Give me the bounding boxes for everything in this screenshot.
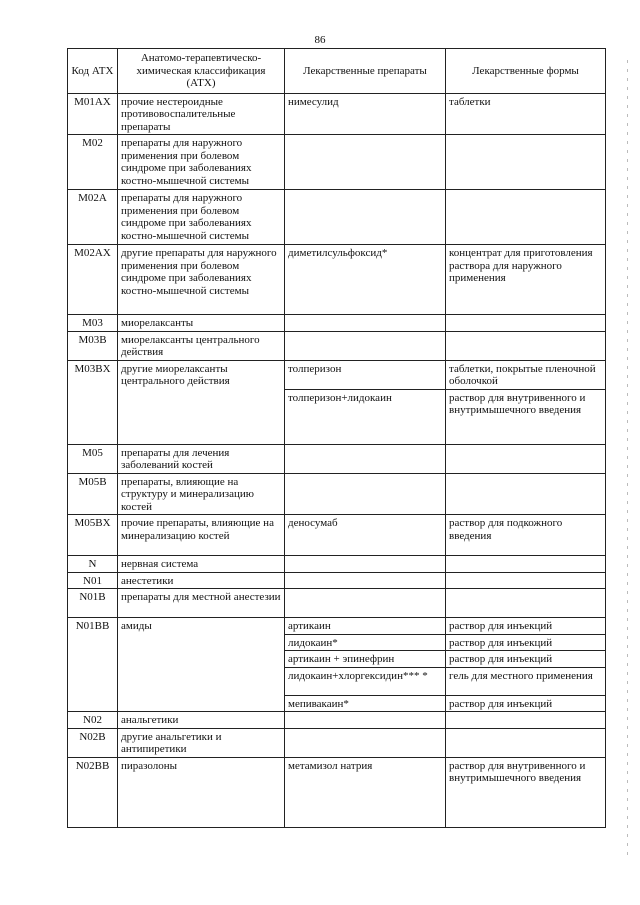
- table-row: [68, 757, 606, 827]
- atx-code-cell: N01BB: [68, 618, 118, 712]
- atx-classification-cell: другие препараты для наружного применения при болевом синдроме при заболеваниях костно-мышечной системы: [118, 245, 285, 315]
- dosage-form-cell: раствор для подкожного введения: [446, 515, 606, 556]
- table-row: [68, 515, 606, 556]
- table-row: [68, 444, 606, 473]
- dosage-form-cell: гель для местного применения: [446, 667, 606, 695]
- table-row: [68, 135, 606, 190]
- atx-table: [67, 48, 606, 828]
- drug-cell: толперизон: [285, 360, 446, 389]
- dosage-form-cell: раствор для внутривенного и внутримышечного введения: [446, 389, 606, 444]
- atx-classification-cell: миорелаксанты центрального действия: [118, 331, 285, 360]
- drug-cell: [285, 728, 446, 757]
- atx-classification-cell: другие анальгетики и антипиретики: [118, 728, 285, 757]
- table-row: [68, 315, 606, 332]
- atx-classification-cell: препараты для лечения заболеваний костей: [118, 444, 285, 473]
- table-row: [68, 93, 606, 135]
- dosage-form-cell: таблетки, покрытые пленочной оболочкой: [446, 360, 606, 389]
- table-row: [68, 728, 606, 757]
- dosage-form-cell: раствор для внутривенного и внутримышечного введения: [446, 757, 606, 827]
- atx-code-cell: N02B: [68, 728, 118, 757]
- table-row: [68, 618, 606, 635]
- header-forms: Лекарственные формы: [446, 49, 606, 94]
- drug-cell: [285, 473, 446, 515]
- atx-code-cell: M03BX: [68, 360, 118, 444]
- drug-cell: [285, 712, 446, 729]
- drug-cell: [285, 444, 446, 473]
- atx-classification-cell: анальгетики: [118, 712, 285, 729]
- atx-classification-cell: препараты для наружного применения при болевом синдроме при заболеваниях костно-мышечной системы: [118, 135, 285, 190]
- header-code: Код АТХ: [68, 49, 118, 94]
- dosage-form-cell: раствор для инъекций: [446, 618, 606, 635]
- atx-classification-cell: миорелаксанты: [118, 315, 285, 332]
- table-row: [68, 331, 606, 360]
- drug-cell: лидокаин*: [285, 634, 446, 651]
- header-classification: Анатомо-терапевтическо-химическая классификация (АТХ): [118, 49, 285, 94]
- dosage-form-cell: [446, 728, 606, 757]
- atx-classification-cell: препараты для наружного применения при болевом синдроме при заболеваниях костно-мышечной системы: [118, 190, 285, 245]
- atx-classification-cell: анестетики: [118, 572, 285, 589]
- table-row: [68, 473, 606, 515]
- atx-code-cell: M05B: [68, 473, 118, 515]
- drug-cell: метамизол натрия: [285, 757, 446, 827]
- dosage-form-cell: [446, 572, 606, 589]
- scan-edge-line: [627, 60, 628, 860]
- dosage-form-cell: раствор для инъекций: [446, 634, 606, 651]
- drug-cell: [285, 589, 446, 618]
- drug-cell: нимесулид: [285, 93, 446, 135]
- atx-classification-cell: другие миорелаксанты центрального действия: [118, 360, 285, 444]
- drug-cell: мепивакаин*: [285, 695, 446, 712]
- dosage-form-cell: [446, 589, 606, 618]
- drug-cell: артикаин + эпинефрин: [285, 651, 446, 668]
- atx-classification-cell: препараты для местной анестезии: [118, 589, 285, 618]
- dosage-form-cell: таблетки: [446, 93, 606, 135]
- table-row: [68, 360, 606, 389]
- dosage-form-cell: [446, 444, 606, 473]
- page-number: 86: [314, 34, 326, 46]
- table-row: [68, 556, 606, 573]
- drug-cell: [285, 572, 446, 589]
- atx-classification-cell: амиды: [118, 618, 285, 712]
- drug-cell: [285, 315, 446, 332]
- atx-code-cell: M03: [68, 315, 118, 332]
- atx-code-cell: M01AX: [68, 93, 118, 135]
- atx-code-cell: M02: [68, 135, 118, 190]
- drug-cell: диметилсульфоксид*: [285, 245, 446, 315]
- table-row: [68, 190, 606, 245]
- dosage-form-cell: раствор для инъекций: [446, 651, 606, 668]
- atx-code-cell: M03B: [68, 331, 118, 360]
- atx-code-cell: N02BB: [68, 757, 118, 827]
- atx-classification-cell: нервная система: [118, 556, 285, 573]
- drug-cell: толперизон+лидокаин: [285, 389, 446, 444]
- atx-classification-cell: прочие препараты, влияющие на минерализацию костей: [118, 515, 285, 556]
- drug-cell: артикаин: [285, 618, 446, 635]
- atx-classification-cell: пиразолоны: [118, 757, 285, 827]
- atx-classification-cell: препараты, влияющие на структуру и минерализацию костей: [118, 473, 285, 515]
- atx-code-cell: N02: [68, 712, 118, 729]
- table-row: [68, 712, 606, 729]
- dosage-form-cell: [446, 473, 606, 515]
- dosage-form-cell: [446, 190, 606, 245]
- drug-cell: [285, 331, 446, 360]
- atx-code-cell: M02A: [68, 190, 118, 245]
- atx-code-cell: M02AX: [68, 245, 118, 315]
- dosage-form-cell: [446, 315, 606, 332]
- dosage-form-cell: [446, 556, 606, 573]
- dosage-form-cell: концентрат для приготовления раствора для наружного применения: [446, 245, 606, 315]
- atx-code-cell: M05: [68, 444, 118, 473]
- header-drugs: Лекарственные препараты: [285, 49, 446, 94]
- dosage-form-cell: [446, 331, 606, 360]
- table-row: [68, 572, 606, 589]
- atx-code-cell: N: [68, 556, 118, 573]
- drug-cell: [285, 190, 446, 245]
- dosage-form-cell: раствор для инъекций: [446, 695, 606, 712]
- table-row: [68, 245, 606, 315]
- atx-code-cell: M05BX: [68, 515, 118, 556]
- drug-cell: [285, 135, 446, 190]
- dosage-form-cell: [446, 135, 606, 190]
- drug-cell: деносумаб: [285, 515, 446, 556]
- atx-code-cell: N01B: [68, 589, 118, 618]
- table-header-row: [68, 49, 606, 94]
- atx-classification-cell: прочие нестероидные противовоспалительные препараты: [118, 93, 285, 135]
- table-body: [68, 93, 606, 827]
- drug-cell: [285, 556, 446, 573]
- drug-cell: лидокаин+хлоргексидин*** *: [285, 667, 446, 695]
- dosage-form-cell: [446, 712, 606, 729]
- atx-code-cell: N01: [68, 572, 118, 589]
- table-row: [68, 589, 606, 618]
